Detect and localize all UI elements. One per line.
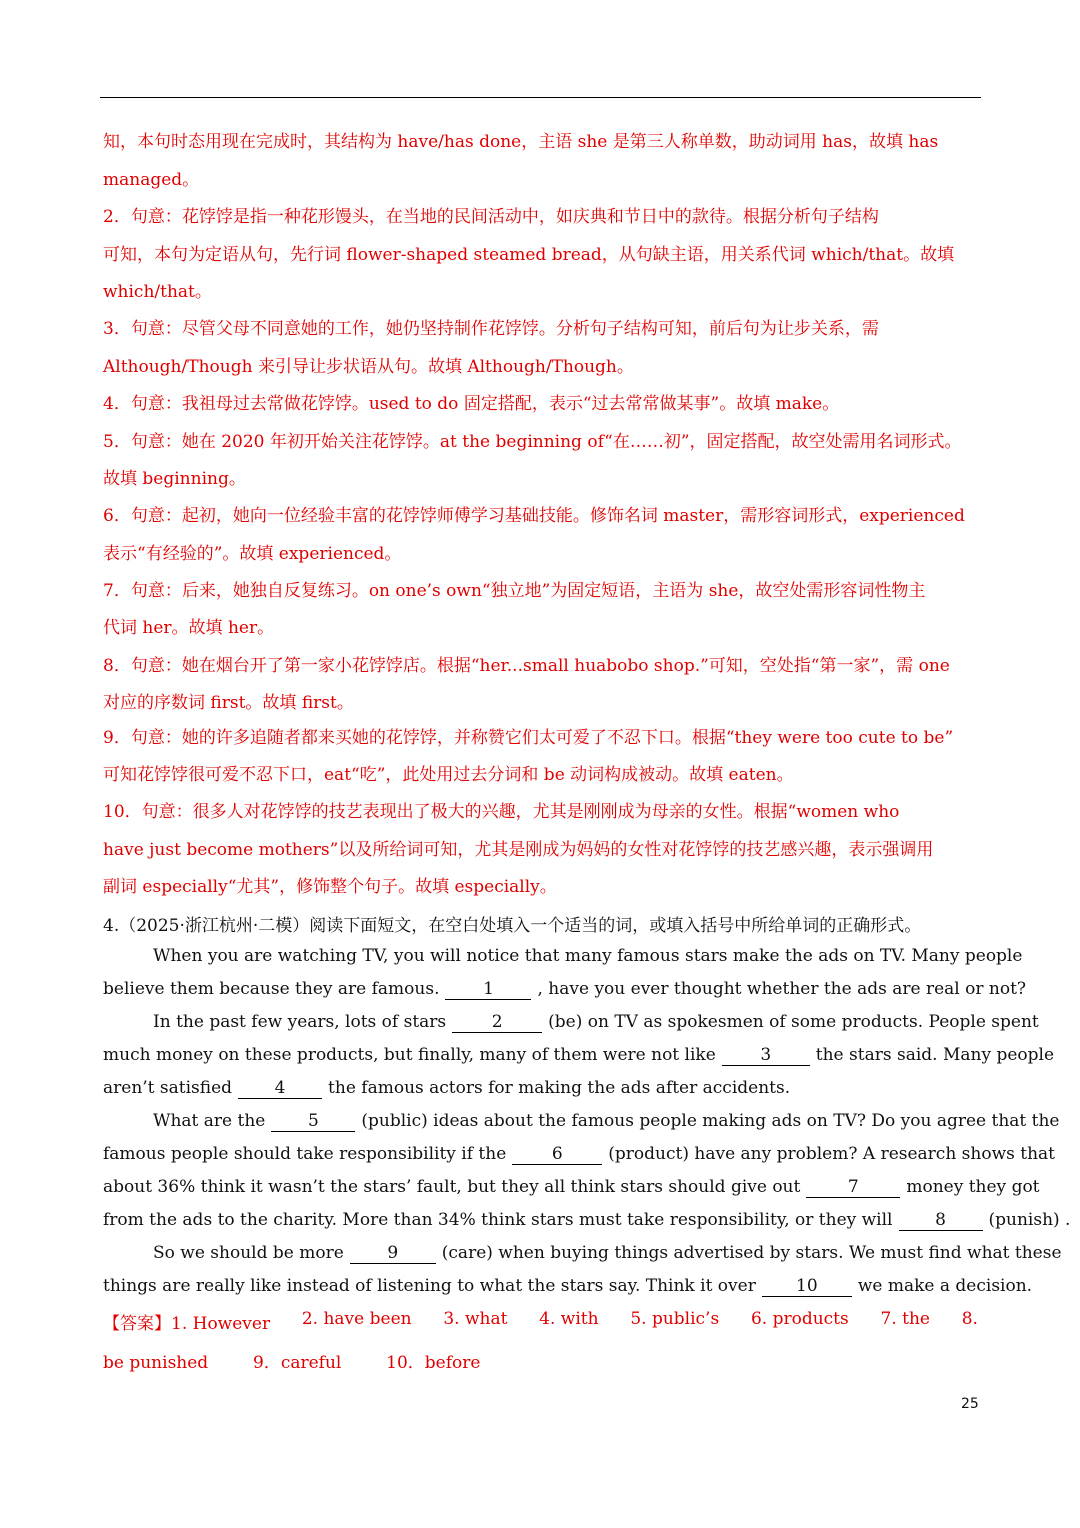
explanation-line: managed。 [103,170,200,190]
explanation-line: 可知花饽饽很可爱不忍下口，eat“吃”，此处用过去分词和 be 动词构成被动。故填 eaten。 [103,765,794,785]
passage-line: about 36% think it wasn’t the stars’ fault, but they all think stars should give out 7 money they got [103,1177,1040,1197]
explanation-line: 可知，本句为定语从句，先行词 flower-shaped steamed bread，从句缺主语，用关系代词 which/that。故填 [103,245,955,265]
explanation-line: 5．句意：她在 2020 年初开始关注花饽饽。at the beginning of“在……初”，固定搭配，故空处需用名词形式。 [103,432,962,452]
blank-5[interactable]: 5 [271,1112,355,1132]
passage-line: things are really like instead of listening to what the stars say. Think it over 10 we make a decision. [103,1276,1033,1296]
answer-item: be punished [103,1353,209,1373]
answer-item: 1. However [171,1314,271,1334]
explanation-line: 代词 her。故填 her。 [103,618,275,638]
blank-4[interactable]: 4 [238,1079,322,1099]
explanation-line: 副词 especially“尤其”，修饰整个句子。故填 especially。 [103,877,557,897]
passage-line: aren’t satisfied 4 the famous actors for making the ads after accidents. [103,1078,791,1098]
blank-10[interactable]: 10 [762,1277,852,1297]
explanation-line: 3．句意：尽管父母不同意她的工作，她仍坚持制作花饽饽。分析句子结构可知，前后句为让步关系，需 [103,319,879,339]
blank-9[interactable]: 9 [350,1244,436,1264]
explanation-line: 故填 beginning。 [103,469,246,489]
passage-line: In the past few years, lots of stars 2 (be) on TV as spokesmen of some products. People spent [153,1012,1039,1032]
answer-item: 8. [961,1309,978,1329]
explanation-line: 9．句意：她的许多追随者都来买她的花饽饽，并称赞它们太可爱了不忍下口。根据“they were too cute to be” [103,728,954,748]
blank-2[interactable]: 2 [452,1013,542,1033]
blank-8[interactable]: 8 [899,1211,983,1231]
answer-line [103,1309,978,1334]
explanation-line: 10．句意：很多人对花饽饽的技艺表现出了极大的兴趣，尤其是刚刚成为母亲的女性。根据“women who [103,802,900,822]
explanation-line: 表示“有经验的”。故填 experienced。 [103,544,402,564]
explanation-line: 2．句意：花饽饽是指一种花形馒头，在当地的民间活动中，如庆典和节日中的款待。根据分析句子结构 [103,207,879,227]
passage-line: famous people should take responsibility if the 6 (product) have any problem? A research shows that [103,1144,1056,1164]
answer-item: 4. with [539,1309,599,1329]
explanation-line: Although/Though 来引导让步状语从句。故填 Although/Though。 [103,357,634,377]
answer-item: 3. what [443,1309,508,1329]
answer-item: 2. have been [301,1309,412,1329]
answer-item: 6. products [750,1309,849,1329]
explanation-line: 知，本句时态用现在完成时，其结构为 have/has done，主语 she 是第三人称单数，助动词用 has，故填 has [103,132,939,152]
blank-6[interactable]: 6 [512,1145,602,1165]
passage-line: from the ads to the charity. More than 34% think stars must take responsibility, or they will 8 (punish) . [103,1210,1071,1230]
passage-line: When you are watching TV, you will notice that many famous stars make the ads on TV. Many people [153,946,1023,966]
passage-line: What are the 5 (public) ideas about the famous people making ads on TV? Do you agree that the [153,1111,1060,1131]
answer-label-group [103,1309,270,1334]
explanation-line: 7．句意：后来，她独自反复练习。on one’s own“独立地”为固定短语，主语为 she，故空处需形容词性物主 [103,581,926,601]
passage-line: So we should be more 9 (care) when buying things advertised by stars. We must find what these [153,1243,1062,1263]
explanation-line: 8．句意：她在烟台开了第一家小花饽饽店。根据“her...small huabobo shop.”可知，空处指“第一家”，需 one [103,656,950,676]
page-number: 25 [961,1396,979,1412]
explanation-line: 对应的序数词 first。故填 first。 [103,693,354,713]
blank-7[interactable]: 7 [806,1178,900,1198]
blank-3[interactable]: 3 [722,1046,810,1066]
answer-label: 【答案】 [103,1314,171,1334]
blank-1[interactable]: 1 [445,980,531,1000]
answer-item: 10．before [386,1353,481,1373]
answer-item: 9．careful [253,1353,342,1373]
answer-line-2 [103,1348,480,1373]
explanation-line: which/that。 [103,282,212,302]
header-rule [100,97,981,98]
answer-item: 5. public’s [630,1309,720,1329]
answer-item: 7. the [880,1309,930,1329]
explanation-line: 6．句意：起初，她向一位经验丰富的花饽饽师傅学习基础技能。修饰名词 master，需形容词形式，experienced [103,506,965,526]
explanation-line: have just become mothers”以及所给词可知，尤其是刚成为妈妈的女性对花饽饽的技艺感兴趣，表示强调用 [103,840,934,860]
passage-line: believe them because they are famous. 1 , have you ever thought whether the ads are real or not? [103,979,1027,999]
passage-line: much money on these products, but finally, many of them were not like 3 the stars said. Many people [103,1045,1055,1065]
question-header: 4.（2025·浙江杭州·二模）阅读下面短文，在空白处填入一个适当的词，或填入括号中所给单词的正确形式。 [103,916,922,936]
explanation-line: 4．句意：我祖母过去常做花饽饽。used to do 固定搭配，表示“过去常常做某事”。故填 make。 [103,394,840,414]
